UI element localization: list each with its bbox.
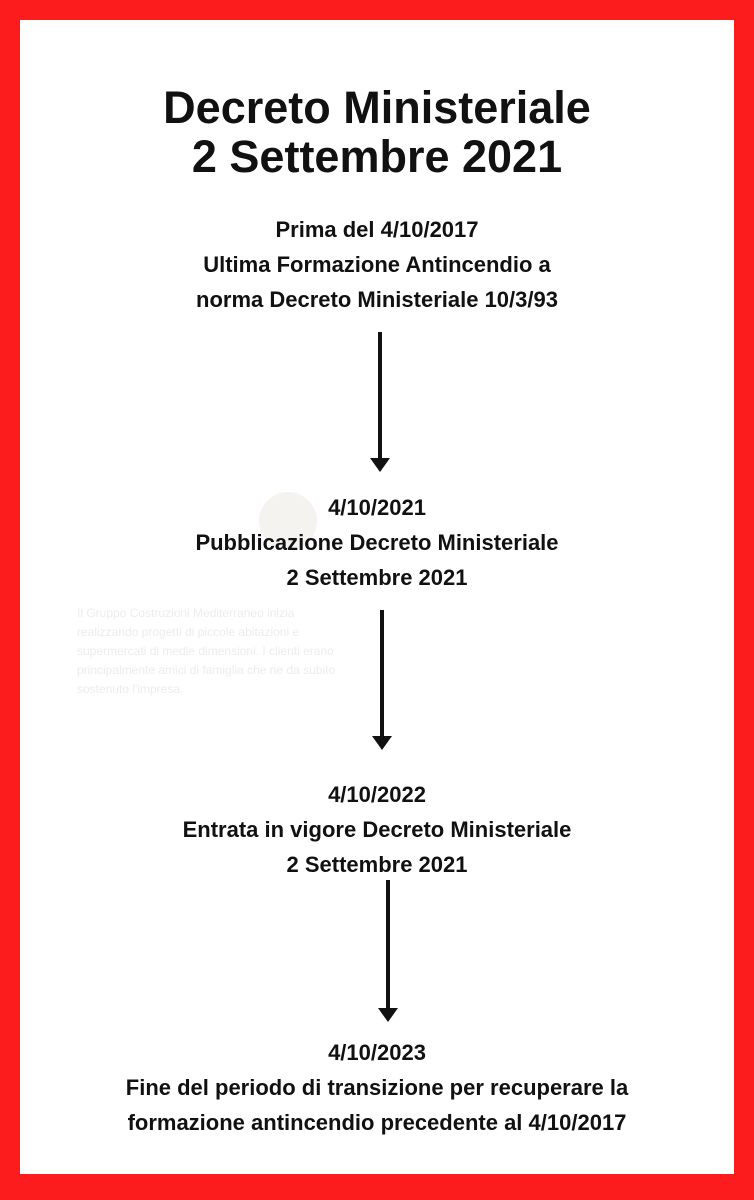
step-3-line-1: Entrata in vigore Decreto Ministeriale [182, 817, 572, 842]
step-4-line-2: formazione antincendio precedente al 4/10/2017 [127, 1110, 627, 1135]
timeline-step-4 [0, 1035, 754, 1140]
step-1-date: Prima del 4/10/2017 [275, 217, 479, 242]
timeline-step-3 [0, 777, 754, 882]
step-4-date: 4/10/2023 [328, 1040, 426, 1065]
title-line-2: 2 Settembre 2021 [191, 131, 563, 182]
step-2-date: 4/10/2021 [328, 495, 426, 520]
arrow-down-3 [378, 880, 398, 1022]
faded-background-text: Il Gruppo Costruzioni Mediterraneo inizia realizzando progetti di piccole abitazioni e supermercati di medie dimensioni. I clienti erano principalmente amici di famiglia che ne da subito sostenuto l'impresa. [77, 606, 336, 696]
title-line-1: Decreto Ministeriale [163, 82, 591, 133]
step-3-line-2: 2 Settembre 2021 [286, 852, 468, 877]
arrow-down-2 [372, 610, 392, 750]
step-4-line-1: Fine del periodo di transizione per recuperare la [125, 1075, 629, 1100]
timeline-step-2 [0, 490, 754, 595]
step-3-date: 4/10/2022 [328, 782, 426, 807]
step-1-line-2: norma Decreto Ministeriale 10/3/93 [196, 287, 558, 312]
arrow-down-1 [370, 332, 390, 472]
step-2-line-1: Pubblicazione Decreto Ministeriale [195, 530, 559, 555]
step-2-line-2: 2 Settembre 2021 [286, 565, 468, 590]
timeline-step-1 [0, 212, 754, 317]
step-1-line-1: Ultima Formazione Antincendio a [203, 252, 551, 277]
